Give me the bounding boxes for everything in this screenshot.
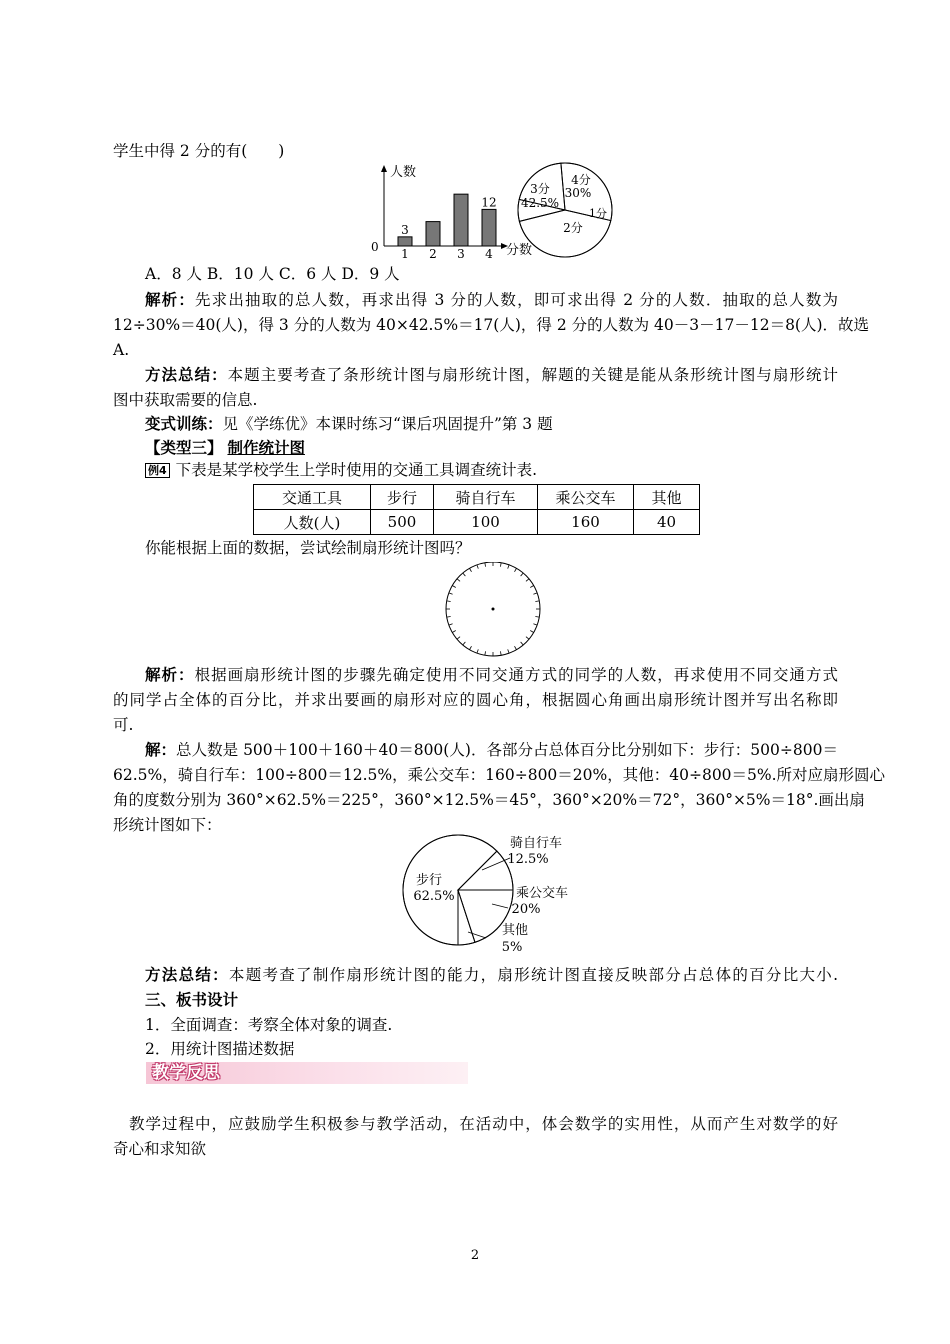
table-cell: 其他 [634, 485, 700, 510]
pie2-label-other: 其他 [501, 923, 529, 938]
ex3-analysis-line1: 解析：先求出抽取的总人数，再求出得 3 分的人数，即可求出得 2 分的人数．抽取的总人数为 [145, 290, 838, 309]
table-cell: 160 [538, 510, 634, 535]
x-tick-label: 4 [485, 247, 493, 261]
ex3-method-line2: 图中获取需要的信息. [113, 391, 258, 409]
pie1-label-3: 3分 [530, 182, 550, 196]
table-cell: 500 [371, 510, 434, 535]
ex4-analysis-line2: 的同学占全体的百分比，并求出要画的扇形对应的圆心角，根据圆心角画出扇形统计图并写出名称即 [113, 691, 838, 709]
dial-tick [533, 593, 537, 594]
dial-tick [526, 579, 529, 582]
dial-tick [533, 624, 537, 625]
ex3-method-line1: 方法总结：本题主要考查了条形统计图与扇形统计图，解题的关键是能从条形统计图与扇形统计 [145, 365, 838, 384]
bar-4 [482, 209, 496, 246]
ex4-solution-line2: 62.5%，骑自行车：100÷800＝12.5%，乘公交车：160÷800＝20%，其他：40÷800＝5%.所对应扇形圆心 [113, 766, 886, 784]
bar-chart [368, 162, 538, 262]
dial-tick [530, 631, 533, 633]
dial-tick [470, 646, 472, 649]
dial-tick [515, 568, 517, 571]
pie1-label-2: 2分 [563, 221, 583, 235]
example-badge: 例4 [145, 463, 170, 478]
reflection-banner [146, 1062, 468, 1084]
type3-heading: 【类型三】 制作统计图 [145, 438, 305, 457]
dial-tick [449, 624, 453, 625]
bar-value-label: 12 [481, 195, 497, 210]
ex4-method: 方法总结：本题考查了制作扇形统计图的能力，扇形统计图直接反映部分占总体的百分比大小. [145, 965, 838, 984]
x-axis-label: 分数 [506, 243, 533, 258]
board-heading: 三、板书设计 [145, 990, 239, 1009]
transport-table [253, 484, 700, 535]
bar-3 [454, 194, 468, 246]
dial-tick [508, 649, 509, 653]
table-cell: 100 [434, 510, 538, 535]
blank-circle-dial [443, 562, 543, 662]
dial-tick [452, 586, 455, 588]
pie1-label-1: 1分 [589, 207, 607, 220]
board-item-1: 1．全面调查：考察全体对象的调查. [145, 1016, 393, 1034]
dial-tick [521, 642, 524, 645]
dial-tick [500, 563, 501, 567]
pie2-pct-bike: 12.5% [507, 852, 549, 867]
table-cell: 步行 [371, 485, 434, 510]
pie2-label-bike: 骑自行车 [509, 836, 563, 851]
reflection-banner-text: 教学反思 [152, 1063, 220, 1083]
pie2-pct-bus: 20% [511, 902, 541, 917]
ex4-analysis-line3: 可. [113, 716, 134, 734]
ex4-solution-line3: 角的度数分别为 360°×62.5%＝225°，360°×12.5%＝45°，360°×20%＝72°，360°×5%＝18°.画出扇 [113, 791, 865, 809]
dial-tick [500, 651, 501, 655]
table-cell: 人数(人) [254, 510, 371, 535]
dial-tick [485, 651, 486, 655]
y-axis-label: 人数 [390, 165, 417, 180]
dial-tick [463, 642, 466, 645]
pie-chart-score [515, 160, 615, 260]
dial-tick [452, 631, 455, 633]
dial-tick [521, 573, 524, 576]
dial-tick [449, 593, 453, 594]
ex3-analysis-line3: A. [113, 341, 130, 359]
pie1-label-4: 4分 [571, 173, 591, 187]
dial-tick [470, 568, 472, 571]
dial-tick [477, 565, 478, 569]
table-cell: 乘公交车 [538, 485, 634, 510]
table-cell: 骑自行车 [434, 485, 538, 510]
dial-tick [463, 573, 466, 576]
pie2-label-walk: 步行 [415, 873, 443, 888]
ex3-analysis-line2: 12÷30%＝40(人)，得 3 分的人数为 40×42.5%＝17(人)，得 2 分的人数为 40－3－17－12＝8(人)．故选 [113, 316, 870, 334]
dial-tick [447, 616, 451, 617]
ex4-intro: 例4 下表是某学校学生上学时使用的交通工具调查统计表. [145, 459, 838, 481]
dial-tick [530, 586, 533, 588]
table-header-row [254, 485, 700, 510]
reflection-line1: 教学过程中，应鼓励学生积极参与教学活动，在活动中，体会数学的实用性，从而产生对数学的好 [129, 1115, 838, 1133]
ex4-analysis-line1: 解析：根据画扇形统计图的步骤先确定使用不同交通方式的同学的人数，再求使用不同交通方式 [145, 665, 838, 684]
x-tick-label: 3 [457, 247, 465, 261]
pie2-pct-other: 5% [501, 940, 523, 955]
dial-tick [526, 637, 529, 640]
board-item-2: 2．用统计图描述数据 [145, 1040, 295, 1058]
bar-2 [426, 222, 440, 246]
pie2-pct-walk: 62.5% [413, 889, 455, 904]
table-cell: 交通工具 [254, 485, 371, 510]
dial-tick [515, 646, 517, 649]
dial-tick [485, 563, 486, 567]
x-tick-label: 1 [401, 247, 409, 261]
table-cell: 40 [634, 510, 700, 535]
origin-label: 0 [371, 240, 379, 254]
dial-tick [508, 565, 509, 569]
dial-tick [447, 601, 451, 602]
answer-options: A．8 人 B．10 人 C．6 人 D．9 人 [145, 265, 400, 283]
x-tick-label: 2 [429, 247, 437, 261]
dial-tick [535, 616, 539, 617]
reflection-line2: 奇心和求知欲 [113, 1140, 207, 1158]
dial-tick [535, 601, 539, 602]
ex3-variant: 变式训练：见《学练优》本课时练习“课后巩固提升”第 3 题 [145, 414, 553, 433]
ex4-solution-line4: 形统计图如下： [113, 816, 222, 834]
dial-tick [477, 649, 478, 653]
dial-tick [457, 579, 460, 582]
bar-value-label: 3 [401, 222, 409, 237]
pie-chart-transport [400, 832, 590, 960]
dial-tick [457, 637, 460, 640]
bar-1 [398, 237, 412, 246]
ex4-question: 你能根据上面的数据，尝试绘制扇形统计图吗？ [145, 539, 471, 557]
pie2-label-bus: 乘公交车 [515, 886, 569, 901]
table-row [254, 510, 700, 535]
page-number: 2 [470, 1248, 480, 1263]
pie1-pct-3: 42.5% [520, 196, 560, 210]
ex4-solution-line1: 解：总人数是 500＋100＋160＋40＝800(人)．各部分占总体百分比分别如下：步行：500÷800＝ [145, 740, 838, 759]
pie1-pct-4: 30% [564, 186, 592, 200]
question-text: 学生中得 2 分的有( ) [113, 142, 285, 160]
